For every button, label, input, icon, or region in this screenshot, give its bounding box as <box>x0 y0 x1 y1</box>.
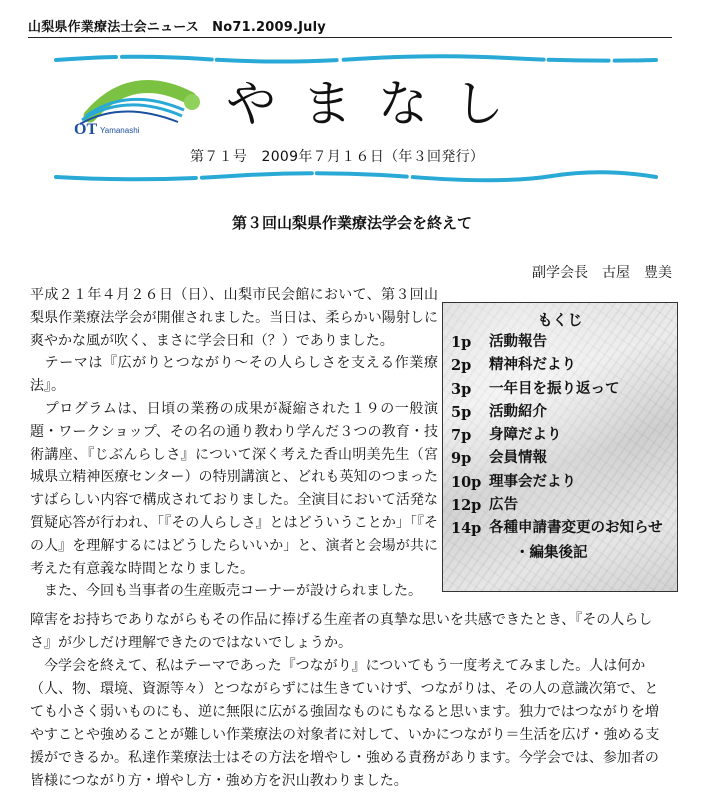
toc-page: 12p <box>451 497 482 515</box>
table-of-contents <box>442 302 678 592</box>
newsletter-header: 山梨県作業療法士会ニュース No71.2009.July <box>28 20 672 38</box>
toc-page: 9p <box>451 450 472 468</box>
toc-label: 広告 <box>489 497 518 514</box>
body-paragraph: また、今回も当事者の生産販売コーナーが設けられました。 <box>30 583 422 600</box>
toc-label: 身障だより <box>489 427 562 444</box>
toc-label: 理事会だより <box>489 473 576 490</box>
toc-label: 各種申請書変更のお知らせ <box>489 520 663 537</box>
toc-item <box>443 471 677 494</box>
toc-page: 1p <box>451 334 472 351</box>
toc-item <box>443 331 677 354</box>
toc-label: 活動紹介 <box>489 403 547 420</box>
article-author: 副学会長 古屋 豊美 <box>532 265 672 281</box>
logo-yamanashi-text: Yamanashi <box>100 126 140 135</box>
toc-label: 一年目を振り返って <box>489 380 620 397</box>
toc-item <box>443 447 677 470</box>
body-paragraph: テーマは『広がりとつながり～その人らしさを支える作業療法』。 <box>30 355 438 395</box>
body-paragraph: 障害をお持ちでありながらもその作品に捧げる生産者の真摯な思いを共感できたとき、『その人らしさ』が少しだけ理解できたのではないでしょうか。 <box>30 612 653 651</box>
masthead-title: やまなし <box>226 75 530 133</box>
toc-page: 2p <box>451 357 472 375</box>
toc-label: 会員情報 <box>489 450 547 467</box>
toc-page: 7p <box>451 427 472 445</box>
toc-page: 14p <box>451 520 482 538</box>
body-paragraph: 今学会を終えて、私はテーマであった『つながり』についてもう一度考えてみました。人は何か（人、物、環境、資源等々）とつながらずには生きていけず、つながりは、その人の意識次第で、とても小さく弱いものにも、逆に無限に広がる強固なものにもなると思います。独力ではつながりを増やすことや強めることが難しい作業療法の対象者に対して、いかにつながり＝生活を広げ・強める支援ができるか。私達作業療法士はその方法を増やし・強める責務があります。今学会では、参加者の皆様につながり方・増やし方・強め方を沢山教わりました。 <box>30 658 660 789</box>
wave-divider-bottom <box>52 170 660 184</box>
toc-label: 精神科だより <box>489 357 576 374</box>
article-title: 第３回山梨県作業療法学会を終えて <box>231 214 472 232</box>
toc-sub-item: ・編集後記 <box>515 544 588 561</box>
ot-yamanashi-logo <box>72 76 208 136</box>
article-body-full <box>30 609 672 793</box>
toc-item <box>443 354 677 377</box>
toc-page: 10p <box>451 473 482 491</box>
toc-page: 3p <box>451 380 472 398</box>
logo-ot-text: OT <box>74 121 98 136</box>
toc-item <box>443 424 677 447</box>
toc-page: 5p <box>451 403 472 421</box>
wave-divider-top <box>52 52 660 66</box>
toc-item <box>443 401 677 424</box>
body-paragraph: プログラムは、日頃の業務の成果が凝縮された１９の一般演題・ワークショップ、その名の通り教わり学んだ３つの教育・技術講座、『じぶんらしさ』について深く考えた香山明美先生（宮城県立精神医療センター）の特別講演と、どれも英知のつまったすばらしい内容で構成されておりました。全演目において活発な質疑応答が行われ、「『その人らしさ』とはどういうことか」「『その人』を理解するにはどうしたらいいか」と、演者と会場が共に考えた有意義な時間となりました。 <box>30 400 438 577</box>
toc-label: 活動報告 <box>489 334 547 350</box>
toc-item <box>443 517 677 540</box>
toc-title: もくじ <box>537 311 583 329</box>
toc-item <box>443 494 677 517</box>
toc-item <box>443 378 677 401</box>
article-body-column <box>30 284 438 603</box>
issue-line: 第７１号 2009年７月１６日（年３回発行） <box>190 149 485 165</box>
body-paragraph: 平成２１年４月２６日（日）、山梨市民会館において、第３回山梨県作業療法学会が開催されました。当日は、柔らかい陽射しに爽やかな風が吹く、まさに学会日和（？）でありました。 <box>30 287 438 349</box>
